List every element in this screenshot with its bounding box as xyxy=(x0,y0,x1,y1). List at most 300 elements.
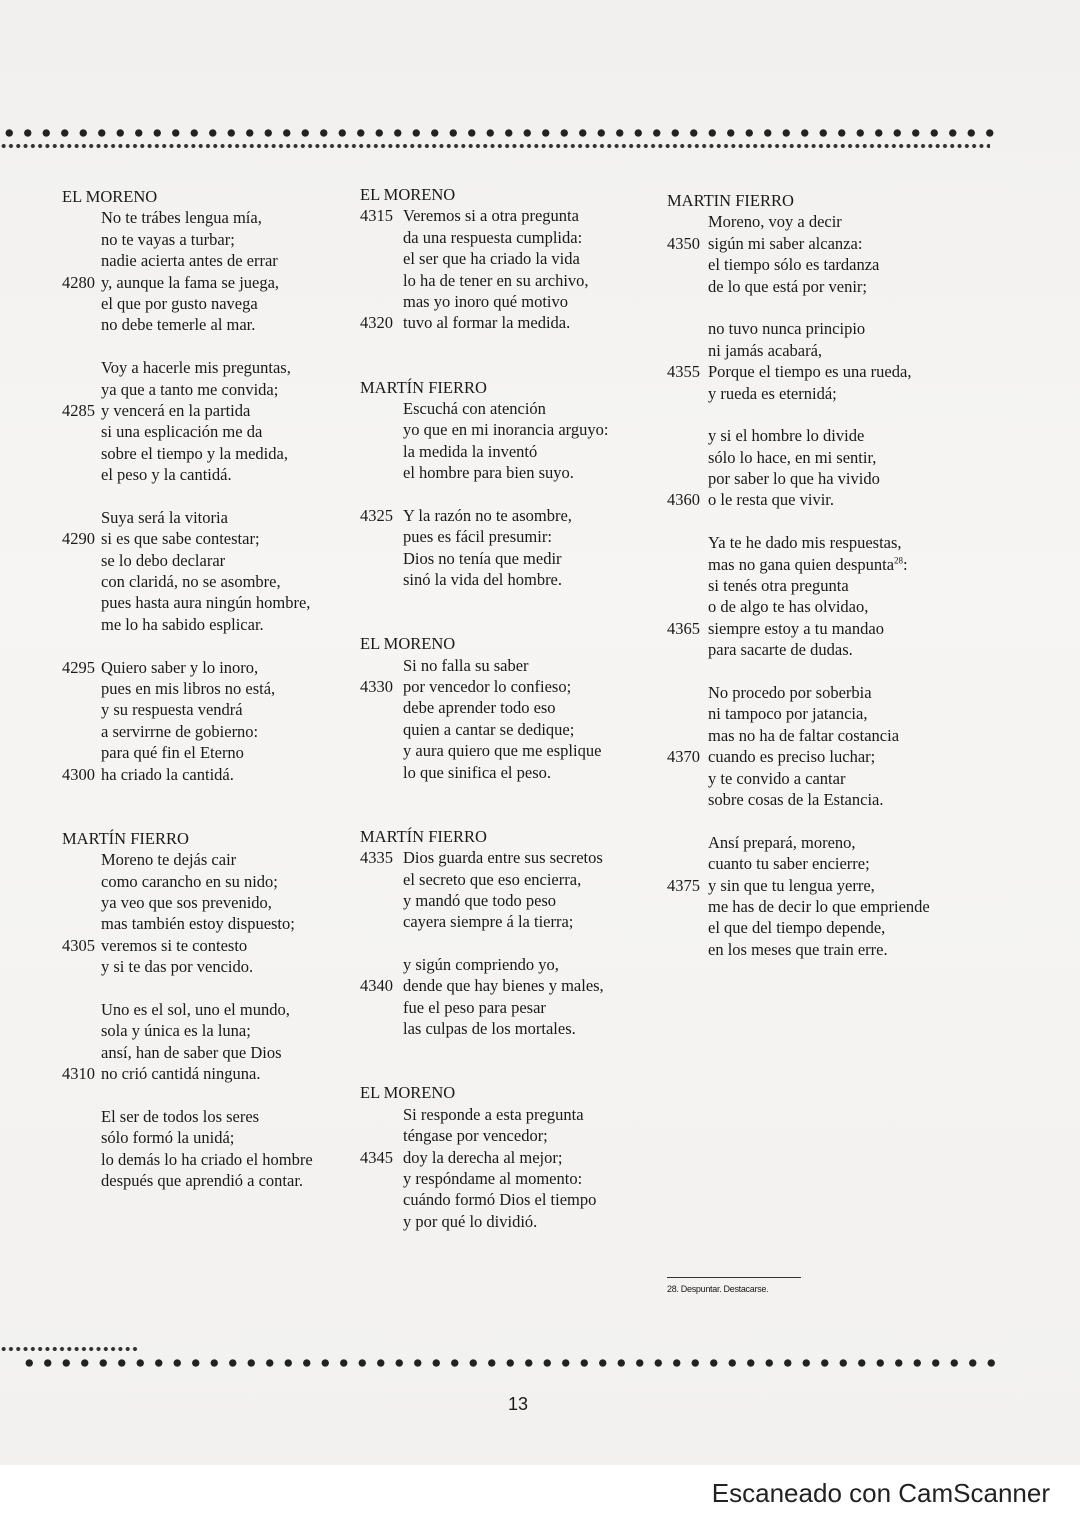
verse-text: pues hasta aura ningún hombre, xyxy=(101,593,311,613)
verse-line xyxy=(360,248,650,269)
verse-line xyxy=(360,676,650,697)
verse-text: pues es fácil presumir: xyxy=(403,527,552,547)
verse-line xyxy=(360,505,650,526)
verse-text-wrap xyxy=(403,398,546,419)
verse-line xyxy=(667,832,967,853)
verse-text-wrap xyxy=(708,917,885,938)
verse-text-wrap xyxy=(403,740,601,761)
verse-line xyxy=(62,699,352,720)
verse-text-wrap xyxy=(403,1125,548,1146)
stanza-gap xyxy=(62,485,352,506)
verse-number: 4345 xyxy=(360,1147,393,1167)
verse-text: Dios no tenía que medir xyxy=(403,548,562,568)
verse-text: y vencerá en la partida xyxy=(101,400,251,420)
verse-line xyxy=(360,847,650,868)
verse-text: el peso y la cantidá. xyxy=(101,465,232,485)
verse-text: dende que hay bienes y males, xyxy=(403,976,604,996)
verse-number: 4310 xyxy=(62,1064,95,1084)
verse-line xyxy=(62,678,352,699)
verse-text: yo que en mi inorancia arguyo: xyxy=(403,420,609,440)
verse-line xyxy=(667,639,967,660)
verse-line xyxy=(360,954,650,975)
verse-text: no debe temerle al mar. xyxy=(101,315,256,335)
verse-text: da una respuesta cumplida: xyxy=(403,227,583,247)
verse-text: ni jamás acabará, xyxy=(708,340,823,360)
stanza-gap xyxy=(667,511,967,532)
verse-line xyxy=(667,318,967,339)
verse-text-wrap xyxy=(101,293,258,314)
verse-line xyxy=(667,575,967,596)
verse-line xyxy=(62,464,352,485)
verse-line xyxy=(62,742,352,763)
verse-text-wrap xyxy=(101,892,272,913)
verse-line xyxy=(62,421,352,442)
verse-line xyxy=(667,725,967,746)
verse-number: 4365 xyxy=(667,618,700,638)
verse-text-wrap xyxy=(403,697,556,718)
verse-text-wrap xyxy=(101,678,275,699)
verse-line xyxy=(360,762,650,783)
verse-line xyxy=(360,312,650,333)
speaker-name: MARTÍN FIERRO xyxy=(360,377,487,397)
verse-text: si es que sabe contestar; xyxy=(101,529,260,549)
verse-text-wrap xyxy=(708,340,822,361)
verse-text-wrap xyxy=(708,639,853,660)
verse-text: Voy a hacerle mis preguntas, xyxy=(101,358,291,378)
verse-text: lo ha de tener en su archivo, xyxy=(403,270,589,290)
verse-text-wrap xyxy=(708,233,862,254)
verse-number: 4360 xyxy=(667,490,700,510)
verse-text-wrap xyxy=(708,383,837,404)
verse-text: me lo ha sabido esplicar. xyxy=(101,614,264,634)
verse-text: sólo lo hace, en mi sentir, xyxy=(708,447,877,467)
verse-text: o le resta que vivir. xyxy=(708,490,835,510)
verse-text: mas yo inoro qué motivo xyxy=(403,291,568,311)
stanza-gap xyxy=(667,404,967,425)
top-dotted-border xyxy=(0,128,995,138)
verse-text-wrap xyxy=(708,789,883,810)
verse-text-wrap xyxy=(403,954,559,975)
verse-text: y mandó que todo peso xyxy=(403,890,557,910)
verse-line xyxy=(62,1149,352,1170)
stanza-gap xyxy=(360,933,650,954)
verse-text-wrap xyxy=(708,703,867,724)
verse-text: y sin que tu lengua yerre, xyxy=(708,875,875,895)
verse-text: nadie acierta antes de errar xyxy=(101,251,278,271)
verse-text-wrap xyxy=(708,596,868,617)
verse-text: mas no ha de faltar costancia xyxy=(708,725,900,745)
verse-text-wrap xyxy=(101,742,244,763)
verse-text: Escuchá con atención xyxy=(403,398,546,418)
verse-text-wrap xyxy=(403,312,570,333)
verse-text-wrap xyxy=(101,464,232,485)
verse-line xyxy=(360,419,650,440)
verse-text: Moreno te dejás cair xyxy=(101,850,237,870)
verse-text: y te convido a cantar xyxy=(708,768,846,788)
verse-text: siempre estoy a tu mandao xyxy=(708,618,884,638)
verse-line xyxy=(62,507,352,528)
footnote: 28. Despuntar. Destacarse. xyxy=(667,1284,769,1294)
verse-line xyxy=(62,592,352,613)
verse-line xyxy=(62,528,352,549)
verse-text: cuando es preciso luchar; xyxy=(708,747,876,767)
verse-line xyxy=(62,357,352,378)
verse-line xyxy=(360,719,650,740)
verse-text-wrap xyxy=(403,719,574,740)
verse-text-wrap xyxy=(403,847,603,868)
verse-line xyxy=(62,272,352,293)
verse-line xyxy=(667,853,967,874)
verse-text: Ya te he dado mis respuestas, xyxy=(708,533,902,553)
verse-line xyxy=(62,379,352,400)
verse-number: 4375 xyxy=(667,875,700,895)
bottom-dotted-border-small xyxy=(0,1346,140,1352)
verse-number: 4315 xyxy=(360,206,393,226)
verse-text: cuándo formó Dios el tiempo xyxy=(403,1190,597,1210)
verse-text: Uno es el sol, uno el mundo, xyxy=(101,999,290,1019)
speaker-heading xyxy=(360,184,650,205)
bottom-dotted-border xyxy=(20,1358,1000,1368)
verse-text: el que del tiempo depende, xyxy=(708,918,886,938)
verse-text: y por qué lo dividió. xyxy=(403,1211,538,1231)
verse-text-wrap xyxy=(708,211,842,232)
verse-line xyxy=(360,1147,650,1168)
verse-line xyxy=(360,1211,650,1232)
verse-text: y si te das por vencido. xyxy=(101,957,254,977)
stanza-gap xyxy=(360,355,650,376)
verse-text: y si el hombre lo divide xyxy=(708,426,865,446)
verse-text: ha criado la cantidá. xyxy=(101,764,234,784)
footnote-rule xyxy=(667,1277,801,1278)
verse-text-wrap xyxy=(708,832,856,853)
scanner-watermark: Escaneado con CamScanner xyxy=(711,1478,1050,1508)
verse-text-wrap xyxy=(101,699,243,720)
speaker-name: MARTIN FIERRO xyxy=(667,191,794,210)
verse-text: sobre el tiempo y la medida, xyxy=(101,443,288,463)
verse-text: sola y única es la luna; xyxy=(101,1021,251,1041)
verse-text: o de algo te has olvidao, xyxy=(708,597,869,617)
verse-text: Moreno, voy a decir xyxy=(708,212,842,232)
page-number: 13 xyxy=(508,1394,529,1414)
verse-line xyxy=(62,400,352,421)
verse-line xyxy=(667,489,967,510)
stanza-gap xyxy=(62,785,352,806)
verse-line xyxy=(62,892,352,913)
verse-text: el secreto que eso encierra, xyxy=(403,869,582,889)
verse-text-wrap xyxy=(101,250,278,271)
verse-text-wrap xyxy=(708,725,899,746)
speaker-name: MARTÍN FIERRO xyxy=(360,826,487,846)
verse-text: me has de decir lo que empriende xyxy=(708,896,930,916)
verse-text-wrap xyxy=(403,1104,584,1125)
verse-line xyxy=(667,425,967,446)
verse-line xyxy=(360,869,650,890)
verse-text-wrap xyxy=(403,890,556,911)
stanza-gap xyxy=(62,635,352,656)
verse-line xyxy=(667,703,967,724)
verse-text-wrap xyxy=(708,532,902,553)
verse-line xyxy=(667,383,967,404)
verse-line xyxy=(667,768,967,789)
verse-line xyxy=(667,532,967,553)
verse-line xyxy=(360,697,650,718)
verse-line xyxy=(62,550,352,571)
stanza-gap xyxy=(667,297,967,318)
verse-text-wrap xyxy=(403,911,573,932)
footnote-ref: 28 xyxy=(894,555,904,566)
verse-number: 4285 xyxy=(62,400,95,420)
verse-line xyxy=(667,618,967,639)
verse-text: Ansí prepará, moreno, xyxy=(708,832,856,852)
verse-line xyxy=(62,871,352,892)
verse-text-wrap xyxy=(101,1063,260,1084)
verse-number: 4290 xyxy=(62,529,95,549)
verse-text-wrap xyxy=(403,655,529,676)
verse-line xyxy=(667,340,967,361)
verse-line xyxy=(360,1018,650,1039)
speaker-heading xyxy=(360,826,650,847)
verse-text: sinó la vida del hombre. xyxy=(403,570,563,590)
verse-line xyxy=(667,596,967,617)
verse-text-wrap xyxy=(101,1020,251,1041)
poem-column-2 xyxy=(360,184,650,1232)
verse-text-wrap xyxy=(101,1127,234,1148)
verse-line xyxy=(62,849,352,870)
verse-text-wrap xyxy=(101,614,264,635)
verse-line xyxy=(360,441,650,462)
verse-text: Si responde a esta pregunta xyxy=(403,1104,584,1124)
speaker-heading xyxy=(667,190,967,211)
verse-text-wrap xyxy=(101,528,260,549)
verse-line xyxy=(360,1125,650,1146)
verse-line xyxy=(62,999,352,1020)
verse-text: téngase por vencedor; xyxy=(403,1126,548,1146)
verse-line xyxy=(667,789,967,810)
poem-column-1 xyxy=(62,186,352,1191)
speaker-name: EL MORENO xyxy=(360,185,456,204)
verse-line xyxy=(62,250,352,271)
verse-text-wrap xyxy=(101,592,310,613)
verse-line xyxy=(667,917,967,938)
verse-text: el hombre para bien suyo. xyxy=(403,463,574,483)
stanza-gap xyxy=(62,1084,352,1105)
verse-text: doy la derecha al mejor; xyxy=(403,1147,563,1167)
verse-text: ya que a tanto me convida; xyxy=(101,379,279,399)
verse-text: Si no falla su saber xyxy=(403,655,529,675)
verse-text-wrap xyxy=(403,997,546,1018)
verse-line xyxy=(667,746,967,767)
verse-line xyxy=(62,913,352,934)
verse-text-wrap xyxy=(101,272,279,293)
verse-line xyxy=(62,229,352,250)
verse-text-wrap xyxy=(403,1147,562,1168)
verse-text-wrap xyxy=(101,1106,259,1127)
verse-text: ya veo que sos prevenido, xyxy=(101,892,272,912)
stanza-gap xyxy=(360,590,650,611)
verse-line xyxy=(62,1170,352,1191)
verse-line xyxy=(62,1042,352,1063)
verse-text: Porque el tiempo es una rueda, xyxy=(708,362,912,382)
stanza-gap xyxy=(360,783,650,804)
verse-text-wrap xyxy=(403,505,572,526)
verse-line xyxy=(667,276,967,297)
verse-text: mas también estoy dispuesto; xyxy=(101,914,295,934)
verse-text: para sacarte de dudas. xyxy=(708,640,853,660)
verse-text: lo demás lo ha criado el hombre xyxy=(101,1149,313,1169)
verse-text: Dios guarda entre sus secretos xyxy=(403,848,603,868)
verse-text: y aura quiero que me esplique xyxy=(403,741,602,761)
verse-text-wrap xyxy=(403,227,582,248)
verse-line xyxy=(360,890,650,911)
verse-text-wrap xyxy=(403,441,537,462)
verse-text-wrap xyxy=(101,956,253,977)
verse-number: 4325 xyxy=(360,505,393,525)
verse-text: la medida la inventó xyxy=(403,441,538,461)
verse-line xyxy=(360,548,650,569)
speaker-heading xyxy=(360,633,650,654)
verse-text-wrap xyxy=(101,507,228,528)
verse-text-wrap xyxy=(101,550,225,571)
verse-text: si una esplicación me da xyxy=(101,422,263,442)
verse-text: el que por gusto navega xyxy=(101,293,258,313)
verse-line xyxy=(360,205,650,226)
verse-text-wrap xyxy=(403,291,568,312)
verse-text-wrap xyxy=(708,853,870,874)
verse-text: sólo formó la unidá; xyxy=(101,1128,235,1148)
verse-line xyxy=(62,207,352,228)
verse-text-wrap xyxy=(101,400,250,421)
verse-line xyxy=(667,896,967,917)
verse-text: fue el peso para pesar xyxy=(403,997,546,1017)
verse-text-wrap xyxy=(101,379,278,400)
verse-text: mas no gana quien despunta xyxy=(708,554,895,574)
verse-text: ni tampoco por jatancia, xyxy=(708,704,868,724)
stanza-gap xyxy=(62,336,352,357)
verse-text: como carancho en su nido; xyxy=(101,871,278,891)
verse-number: 4330 xyxy=(360,676,393,696)
verse-text: no crió cantidá ninguna. xyxy=(101,1064,261,1084)
verse-line xyxy=(360,291,650,312)
stanza-gap xyxy=(360,1040,650,1061)
verse-text-wrap xyxy=(101,357,291,378)
verse-line xyxy=(667,233,967,254)
verse-text-wrap xyxy=(101,721,258,742)
top-dotted-border-small xyxy=(0,143,990,149)
verse-text-wrap xyxy=(708,425,864,446)
verse-line xyxy=(360,975,650,996)
verse-text-wrap xyxy=(403,419,608,440)
verse-text-wrap xyxy=(403,462,574,483)
verse-text-wrap xyxy=(403,270,589,291)
verse-line xyxy=(667,361,967,382)
verse-text: debe aprender todo eso xyxy=(403,698,556,718)
verse-text: y su respuesta vendrá xyxy=(101,700,243,720)
verse-text-wrap xyxy=(708,682,872,703)
verse-text-wrap xyxy=(708,575,849,596)
verse-text-wrap xyxy=(403,676,571,697)
verse-text-wrap xyxy=(101,314,255,335)
verse-text: Y la razón no te asombre, xyxy=(403,505,572,525)
verse-number: 4280 xyxy=(62,272,95,292)
verse-text-wrap xyxy=(101,999,290,1020)
verse-line xyxy=(360,270,650,291)
verse-text: El ser de todos los seres xyxy=(101,1106,260,1126)
verse-text-wrap xyxy=(101,871,278,892)
verse-text-wrap xyxy=(708,318,865,339)
verse-line xyxy=(360,740,650,761)
stanza-gap xyxy=(360,804,650,825)
verse-text: Quiero saber y lo inoro, xyxy=(101,657,259,677)
verse-text-wrap xyxy=(403,1018,576,1039)
verse-text-wrap xyxy=(101,657,258,678)
verse-number: 4350 xyxy=(667,233,700,253)
verse-text-wrap xyxy=(101,443,288,464)
verse-text-wrap xyxy=(403,975,604,996)
verse-text: No procedo por soberbia xyxy=(708,682,872,702)
verse-text: sobre cosas de la Estancia. xyxy=(708,789,884,809)
verse-line xyxy=(667,211,967,232)
verse-text: de lo que está por venir; xyxy=(708,276,867,296)
verse-text: por saber lo que ha vivido xyxy=(708,469,880,489)
verse-text-wrap xyxy=(101,1042,282,1063)
verse-text-wrap xyxy=(403,1211,537,1232)
verse-text-wrap xyxy=(708,875,875,896)
verse-text-wrap xyxy=(101,849,236,870)
verse-text-wrap xyxy=(708,489,834,510)
verse-text: pues en mis libros no está, xyxy=(101,678,276,698)
verse-text: no te vayas a turbar; xyxy=(101,229,235,249)
verse-text-wrap xyxy=(403,569,562,590)
verse-number: 4295 xyxy=(62,657,95,677)
stanza-gap xyxy=(360,612,650,633)
verse-line xyxy=(62,956,352,977)
verse-number: 4370 xyxy=(667,747,700,767)
verse-line xyxy=(62,1020,352,1041)
verse-line xyxy=(62,1063,352,1084)
verse-text: tuvo al formar la medida. xyxy=(403,313,571,333)
verse-text-wrap xyxy=(708,554,908,575)
speaker-name: EL MORENO xyxy=(62,187,158,206)
verse-line xyxy=(360,227,650,248)
verse-text-wrap xyxy=(708,768,845,789)
verse-line xyxy=(62,443,352,464)
verse-line xyxy=(360,1104,650,1125)
verse-text: y respóndame al momento: xyxy=(403,1168,583,1188)
verse-text-wrap xyxy=(403,526,552,547)
speaker-heading xyxy=(62,186,352,207)
verse-text-wrap xyxy=(101,421,262,442)
verse-number: 4340 xyxy=(360,976,393,996)
speaker-name: EL MORENO xyxy=(360,634,456,654)
verse-text-wrap xyxy=(708,468,880,489)
verse-text: cayera siempre á la tierra; xyxy=(403,912,574,932)
verse-text: no tuvo nunca principio xyxy=(708,319,866,339)
verse-text-wrap xyxy=(101,229,235,250)
verse-text-wrap xyxy=(708,896,930,917)
stanza-gap xyxy=(360,334,650,355)
verse-number: 4320 xyxy=(360,313,393,333)
verse-text-wrap xyxy=(101,207,262,228)
speaker-name: MARTÍN FIERRO xyxy=(62,828,189,848)
verse-number: 4300 xyxy=(62,764,95,784)
verse-line xyxy=(667,682,967,703)
verse-line xyxy=(62,657,352,678)
verse-line xyxy=(360,911,650,932)
speaker-heading xyxy=(360,377,650,398)
verse-line xyxy=(360,655,650,676)
verse-text: veremos si te contesto xyxy=(101,935,248,955)
verse-number: 4355 xyxy=(667,362,700,382)
